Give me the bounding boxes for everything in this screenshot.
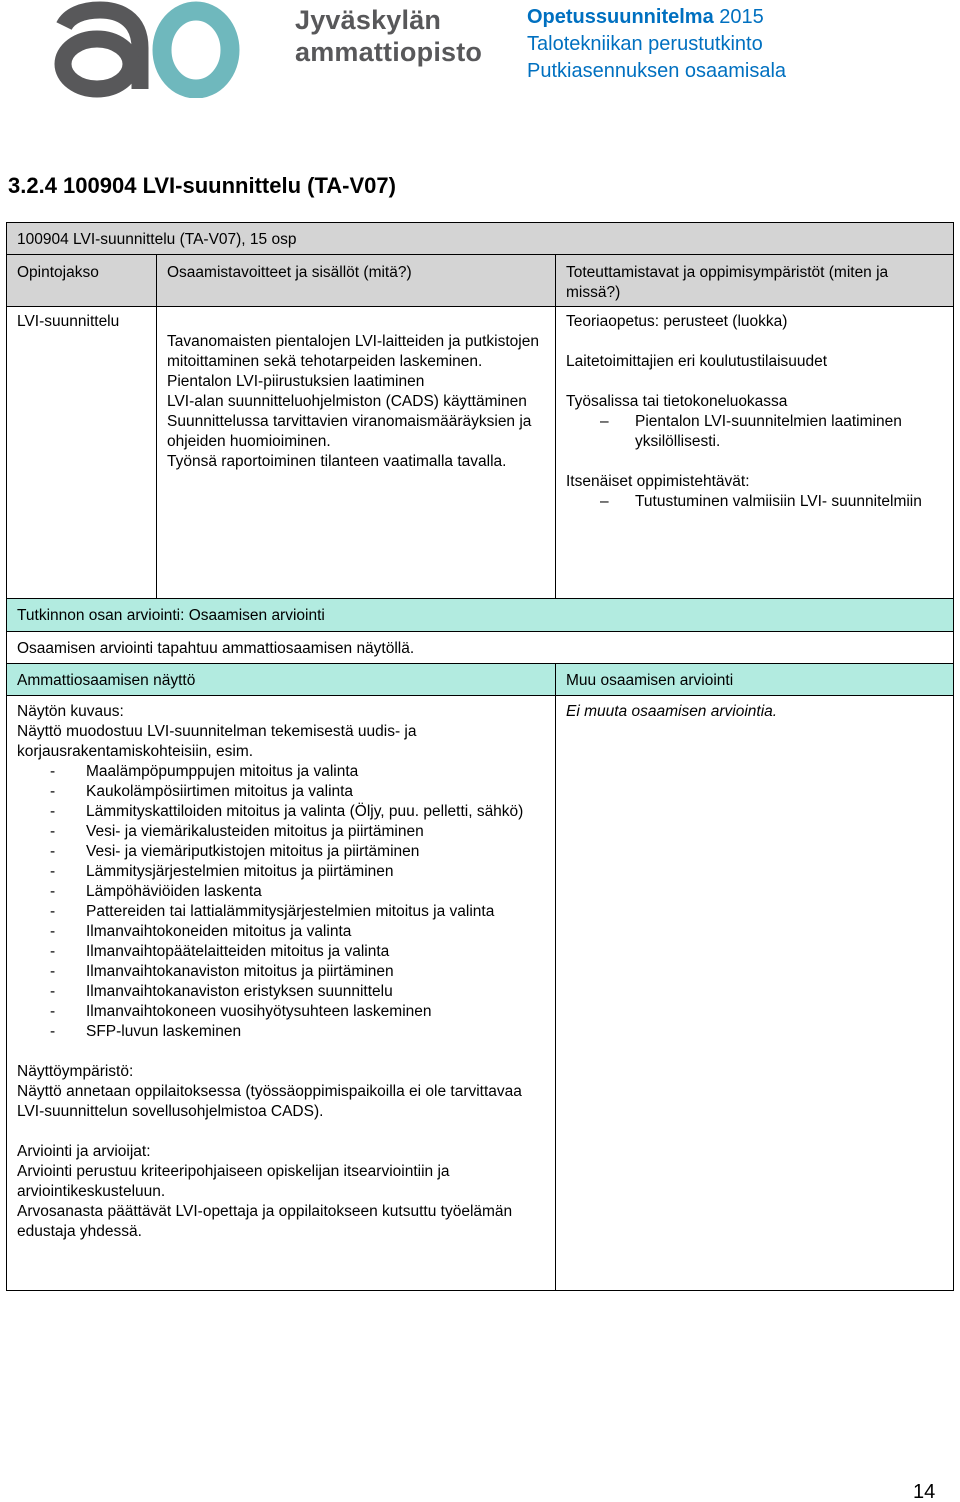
assessment-title: Tutkinnon osan arviointi: Osaamisen arviointi xyxy=(7,599,954,632)
demo-text: Näyttö muodostuu LVI-suunnitelman tekemisestä uudis- ja korjausrakentamiskohteisiin, esim. xyxy=(17,723,417,760)
list-item: - Lämmitysjärjestelmien mitoitus ja piirtäminen xyxy=(17,862,543,882)
demo-column-header: Ammattiosaamisen näyttö xyxy=(7,664,556,696)
other-cell xyxy=(556,696,954,1291)
method-workshop: Työsalissa tai tietokoneluokassa xyxy=(566,393,788,410)
list-item: - Pattereiden tai lattialämmitysjärjestelmien mitoitus ja valinta xyxy=(17,902,543,922)
workshop-list xyxy=(566,412,943,452)
col-header-methods: Toteuttamistavat ja oppimisympäristöt (miten ja missä?) xyxy=(556,255,954,307)
demo-list xyxy=(17,762,543,1042)
list-item: - Ilmanvaihtokanaviston eristyksen suunnittelu xyxy=(17,982,543,1002)
other-text: Ei muuta osaamisen arviointia. xyxy=(566,703,778,720)
demo-heading: Näytön kuvaus: xyxy=(17,703,124,720)
goal-item: Pientalon LVI-piirustuksien laatiminen xyxy=(167,373,425,390)
list-item: – Tutustuminen valmiisiin LVI- suunnitelmiin xyxy=(566,492,943,512)
document-header xyxy=(527,4,786,85)
doc-subtitle-degree: Talotekniikan perustutkinto xyxy=(527,33,763,55)
assessment-table xyxy=(6,598,954,1291)
method-independent: Itsenäiset oppimistehtävät: xyxy=(566,473,750,490)
eval-text-2: Arvosanasta päättävät LVI-opettaja ja oppilaitokseen kutsuttu työelämän edustaja yhdessä. xyxy=(17,1203,513,1240)
eval-text-1: Arviointi perustuu kriteeripohjaiseen opiskelijan itsearviointiin ja arviointikeskusteluun. xyxy=(17,1163,450,1200)
assessment-intro: Osaamisen arviointi tapahtuu ammattiosaamisen näytöllä. xyxy=(7,632,954,664)
goal-item: LVI-alan suunnitteluohjelmiston (CADS) käyttäminen xyxy=(167,393,527,410)
course-name-cell xyxy=(7,307,157,599)
logo-text-line2: ammattiopisto xyxy=(295,37,483,67)
env-heading: Näyttöympäristö: xyxy=(17,1063,134,1080)
list-item: - Maalämpöpumppujen mitoitus ja valinta xyxy=(17,762,543,782)
goal-item: Työnsä raportoiminen tilanteen vaatimalla tavalla. xyxy=(167,453,507,470)
list-item: - Lämpöhäviöiden laskenta xyxy=(17,882,543,902)
col-header-goals: Osaamistavoitteet ja sisällöt (mitä?) xyxy=(157,255,556,307)
methods-cell xyxy=(556,307,954,599)
course-table-title: 100904 LVI-suunnittelu (TA-V07), 15 osp xyxy=(7,223,954,255)
list-item: - Ilmanvaihtokoneiden mitoitus ja valinta xyxy=(17,922,543,942)
logo-mark xyxy=(52,0,242,98)
demo-cell xyxy=(7,696,556,1291)
env-text: Näyttö annetaan oppilaitoksessa (työssäoppimispaikoilla ei ole tarvittavaa LVI-suunnittelun sovellusohjelmistoa CADS). xyxy=(17,1083,522,1120)
list-item: - Ilmanvaihtokanaviston mitoitus ja piirtäminen xyxy=(17,962,543,982)
doc-title: Opetussuunnitelma xyxy=(527,6,714,28)
list-item: - Vesi- ja viemärikalusteiden mitoitus ja piirtäminen xyxy=(17,822,543,842)
goal-item: Tavanomaisten pientalojen LVI-laitteiden ja putkistojen mitoittaminen sekä tehotarpeiden laskeminen. xyxy=(167,333,539,370)
list-item: - Ilmanvaihtokoneen vuosihyötysuhteen laskeminen xyxy=(17,1002,543,1022)
method-theory: Teoriaopetus: perusteet (luokka) xyxy=(566,313,788,330)
independent-list xyxy=(566,492,943,512)
course-table xyxy=(6,222,954,599)
list-item: - SFP-luvun laskeminen xyxy=(17,1022,543,1042)
list-item: - Kaukolämpösiirtimen mitoitus ja valinta xyxy=(17,782,543,802)
goals-cell xyxy=(157,307,556,599)
logo xyxy=(52,0,483,98)
list-item: - Lämmityskattiloiden mitoitus ja valinta (Öljy, puu. pelletti, sähkö) xyxy=(17,802,543,822)
goal-item: Suunnittelussa tarvittavien viranomaismääräyksien ja ohjeiden huomioiminen. xyxy=(167,413,532,450)
doc-year: 2015 xyxy=(719,6,764,28)
col-header-course: Opintojakso xyxy=(7,255,157,307)
method-suppliers: Laitetoimittajien eri koulutustilaisuudet xyxy=(566,353,828,370)
doc-subtitle-field: Putkiasennuksen osaamisala xyxy=(527,60,787,82)
list-item: - Ilmanvaihtopäätelaitteiden mitoitus ja valinta xyxy=(17,942,543,962)
section-title: 3.2.4 100904 LVI-suunnittelu (TA-V07) xyxy=(8,173,396,198)
list-item: - Vesi- ja viemäriputkistojen mitoitus ja piirtäminen xyxy=(17,842,543,862)
list-item: – Pientalon LVI-suunnitelmien laatiminen yksilöllisesti. xyxy=(566,412,943,452)
eval-heading: Arviointi ja arvioijat: xyxy=(17,1143,151,1160)
logo-text-line1: Jyväskylän xyxy=(295,5,442,35)
other-column-header: Muu osaamisen arviointi xyxy=(556,664,954,696)
page-number: 14 xyxy=(913,1481,936,1502)
course-name: LVI-suunnittelu xyxy=(17,313,120,330)
